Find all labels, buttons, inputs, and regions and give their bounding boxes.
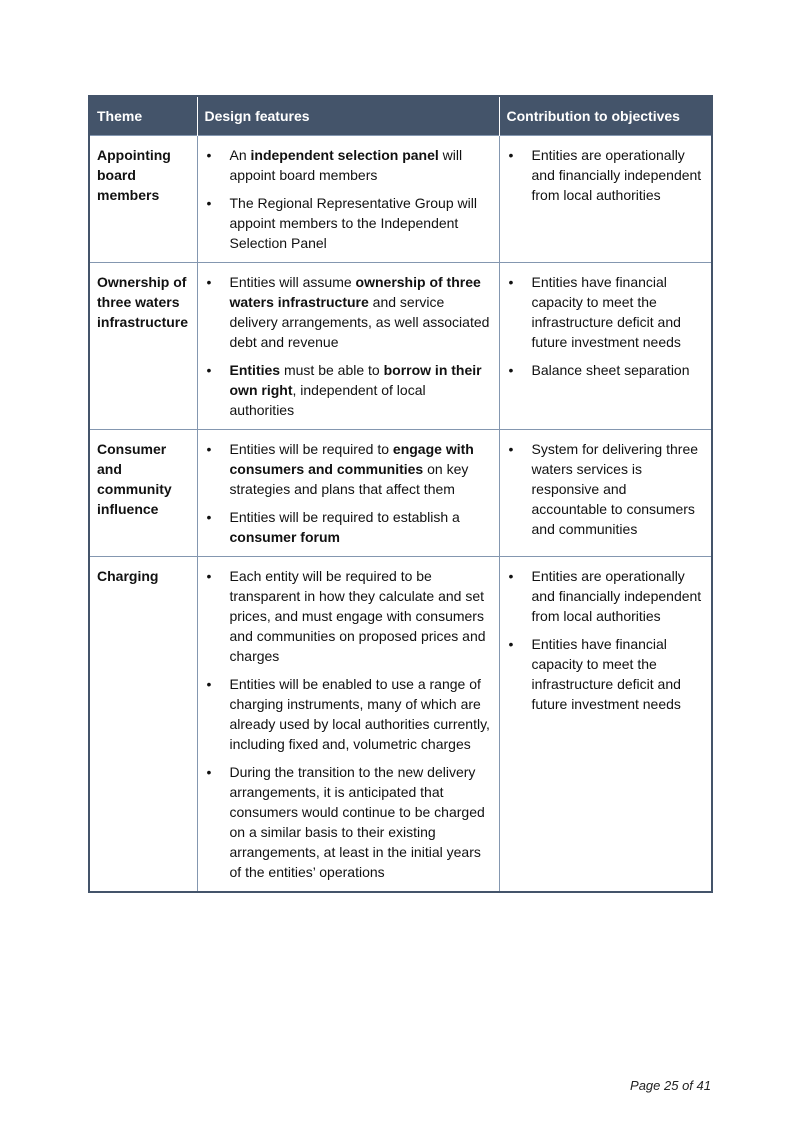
header-design-features: Design features — [197, 96, 499, 136]
design-feature-item — [205, 507, 492, 547]
contribution-list — [507, 145, 705, 205]
contribution-item: • Entities have financial capacity to meet the infrastructure deficit and future investment needs — [507, 272, 705, 352]
design-features-list — [205, 439, 492, 547]
design-feature-item — [205, 566, 492, 666]
design-feature-item — [205, 272, 492, 352]
theme-cell: Charging — [89, 557, 197, 893]
emphasis-text: independent selection panel — [250, 147, 439, 163]
emphasis-text: borrow in their own right — [229, 362, 482, 398]
page-number: Page 25 of 41 — [630, 1078, 711, 1093]
contribution-item: • Entities are operationally and financially independent from local authorities — [507, 145, 705, 205]
feature-text: The Regional Representative Group will appoint members to the Independent Selection Panel — [229, 195, 477, 251]
feature-text: will appoint board members — [229, 147, 463, 183]
design-features-cell — [197, 430, 499, 557]
design-features-cell — [197, 557, 499, 893]
feature-text: , independent of local authorities — [229, 382, 426, 418]
design-feature-item — [205, 145, 492, 185]
table-row — [89, 136, 712, 263]
table-header-row — [89, 96, 712, 136]
feature-text: on key strategies and plans that affect them — [229, 461, 469, 497]
design-features-cell — [197, 136, 499, 263]
table-body — [89, 136, 712, 893]
header-theme: Theme — [89, 96, 197, 136]
contribution-cell — [499, 263, 712, 430]
design-features-list — [205, 145, 492, 253]
feature-text: An — [229, 147, 251, 163]
header-contribution-to-objectives: Contribution to objectives — [499, 96, 712, 136]
design-feature-item — [205, 674, 492, 754]
feature-text: and service delivery arrangements, as well associated debt and revenue — [229, 294, 490, 350]
table-row — [89, 557, 712, 893]
feature-text: During the transition to the new delivery arrangements, it is anticipated that consumers would continue to be charged on a similar basis to their existing arrangements, at least in the initial years of the entities’ operations — [229, 764, 485, 880]
contribution-cell — [499, 557, 712, 893]
feature-text: must be able to — [280, 362, 384, 378]
contribution-list — [507, 439, 705, 539]
contribution-list — [507, 272, 705, 380]
emphasis-text: Entities — [229, 362, 281, 378]
emphasis-text: engage with consumers and communities — [229, 441, 474, 477]
design-features-list — [205, 272, 492, 420]
design-feature-item — [205, 439, 492, 499]
emphasis-text: ownership of three waters infrastructure — [229, 274, 481, 310]
theme-cell: Appointing board members — [89, 136, 197, 263]
design-features-cell — [197, 263, 499, 430]
emphasis-text: consumer forum — [229, 529, 340, 545]
table-row — [89, 263, 712, 430]
feature-text: Each entity will be required to be transparent in how they calculate and set prices, and must engage with consumers and communities on proposed prices and charges — [229, 568, 486, 664]
contribution-item: • System for delivering three waters services is responsive and accountable to consumers and communities — [507, 439, 705, 539]
feature-text: Entities will assume — [229, 274, 356, 290]
feature-text: Entities will be required to — [229, 441, 393, 457]
design-feature-item — [205, 762, 492, 882]
design-feature-item — [205, 193, 492, 253]
design-feature-item — [205, 360, 492, 420]
feature-text: Entities will be enabled to use a range of charging instruments, many of which are already used by local authorities currently, including fixed and, volumetric charges — [229, 676, 490, 752]
table-row — [89, 430, 712, 557]
contribution-cell — [499, 136, 712, 263]
contribution-item: • Entities have financial capacity to meet the infrastructure deficit and future investment needs — [507, 634, 705, 714]
contribution-item: • Entities are operationally and financially independent from local authorities — [507, 566, 705, 626]
design-features-table — [88, 95, 713, 893]
contribution-cell — [499, 430, 712, 557]
theme-cell: Consumer and community influence — [89, 430, 197, 557]
theme-cell: Ownership of three waters infrastructure — [89, 263, 197, 430]
contribution-list — [507, 566, 705, 714]
design-features-list — [205, 566, 492, 882]
feature-text: Entities will be required to establish a — [229, 509, 460, 525]
contribution-item: • Balance sheet separation — [507, 360, 705, 380]
